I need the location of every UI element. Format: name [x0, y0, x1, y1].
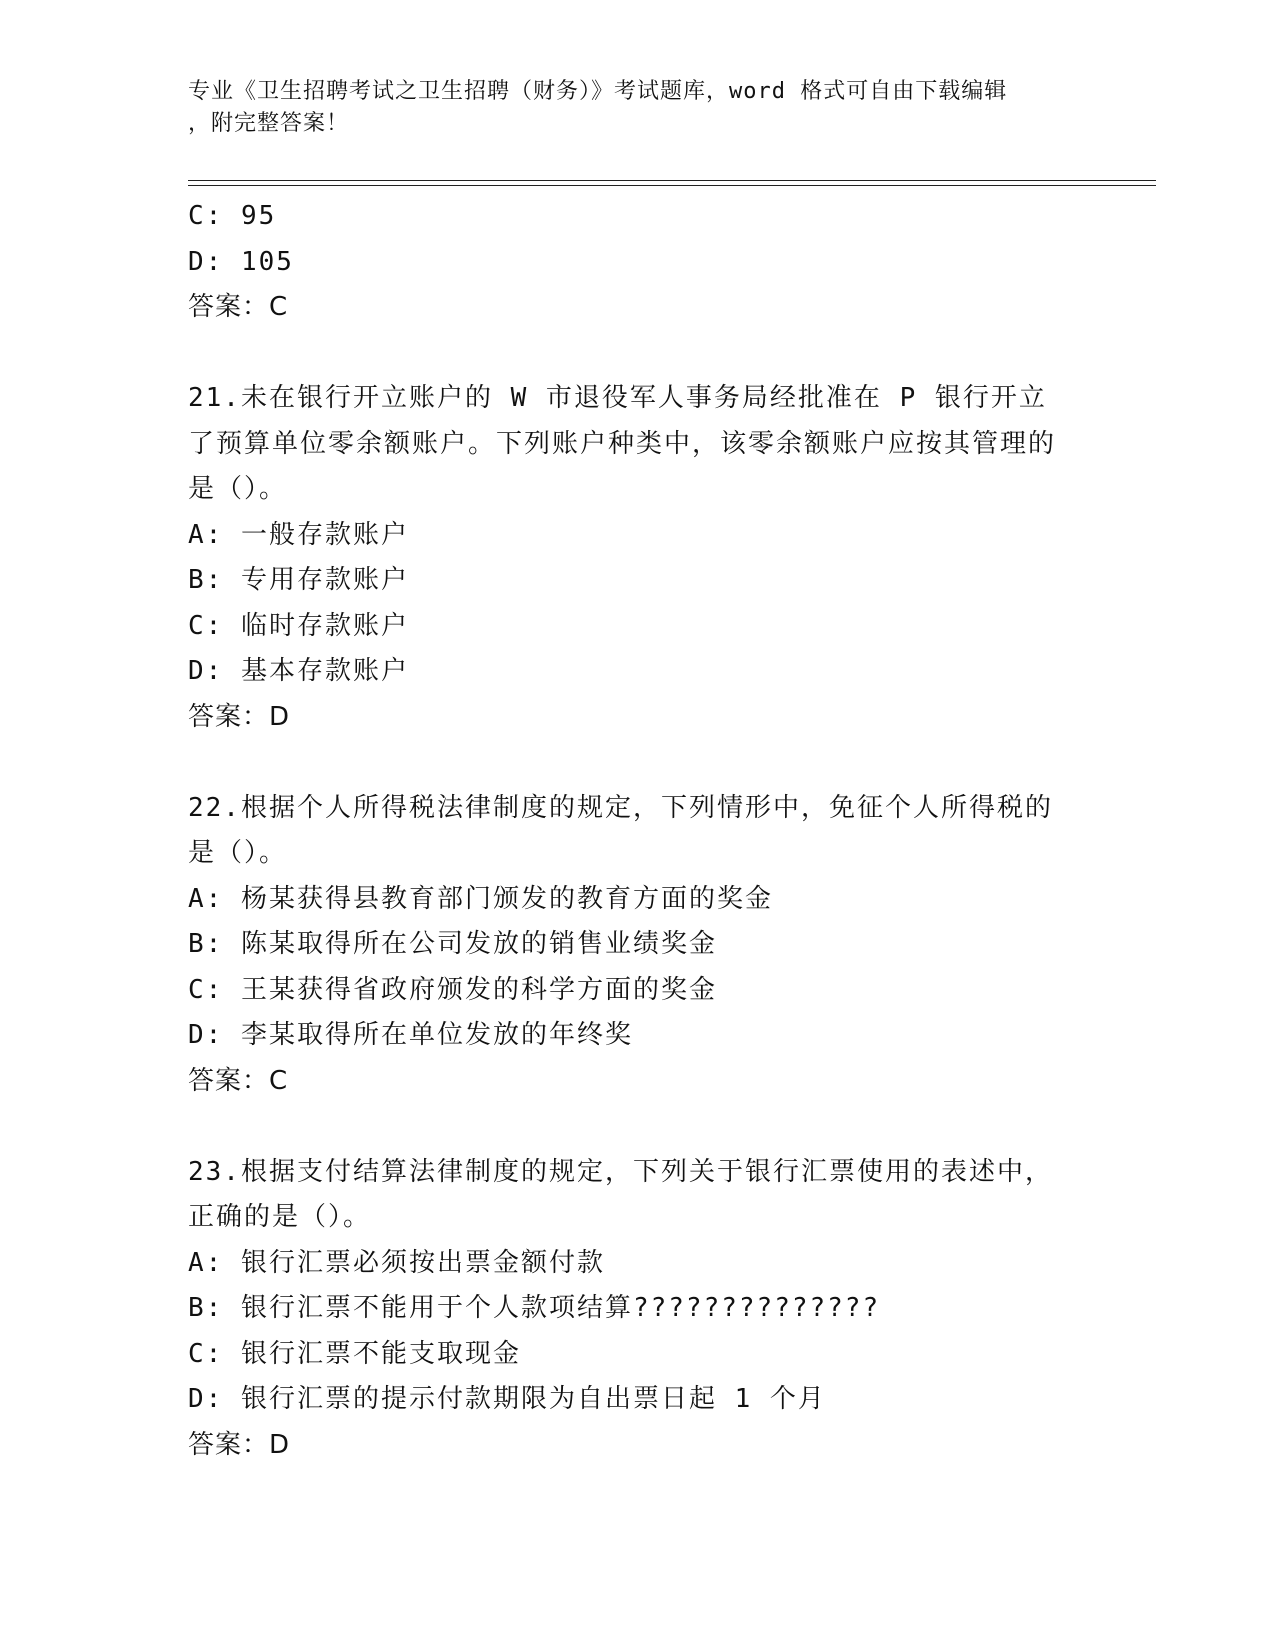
header-rule-top [188, 180, 1156, 181]
option-d: D: 李某取得所在单位发放的年终奖 [188, 1020, 633, 1050]
spacer [188, 331, 1088, 377]
question-stem: 21.未在银行开立账户的 W 市退役军人事务局经批准在 P 银行开立了预算单位零余额账户。下列账户种类中，该零余额账户应按其管理的是（）。 [188, 383, 1057, 504]
header-line-2: ，附完整答案！ [188, 111, 350, 136]
question-stem: 22.根据个人所得税法律制度的规定，下列情形中，免征个人所得税的是（）。 [188, 792, 1053, 868]
document-body [188, 194, 1088, 1468]
option-d: D: 基本存款账户 [188, 656, 409, 686]
option-d: D: 105 [188, 246, 294, 277]
answer-line: 答案：C [188, 292, 289, 322]
answer-line: 答案：C [188, 1065, 289, 1096]
option-c: C: 95 [188, 201, 277, 231]
question-23 [188, 1150, 1088, 1469]
option-b: B: 专用存款账户 [188, 565, 409, 595]
answer-line: 答案：D [188, 701, 291, 732]
document-header [188, 76, 1068, 140]
partial-question [188, 194, 1088, 331]
spacer [188, 740, 1088, 786]
option-a: A: 杨某获得县教育部门颁发的教育方面的奖金 [188, 883, 773, 914]
option-d: D: 银行汇票的提示付款期限为自出票日起 1 个月 [188, 1384, 826, 1414]
option-c: C: 王某获得省政府颁发的科学方面的奖金 [188, 974, 717, 1005]
spacer [188, 1104, 1088, 1150]
header-line-1: 专业《卫生招聘考试之卫生招聘（财务）》考试题库，word 格式可自由下载编辑 [188, 79, 1008, 104]
header-rule-bottom [188, 185, 1156, 186]
question-22 [188, 786, 1088, 1105]
option-b: B: 陈某取得所在公司发放的销售业绩奖金 [188, 929, 717, 959]
question-21 [188, 376, 1088, 740]
option-a: A: 一般存款账户 [188, 519, 409, 550]
question-stem: 23.根据支付结算法律制度的规定，下列关于银行汇票使用的表述中，正确的是（）。 [188, 1156, 1053, 1232]
option-b: B: 银行汇票不能用于个人款项结算?????????????? [188, 1293, 881, 1323]
option-a: A: 银行汇票必须按出票金额付款 [188, 1247, 605, 1278]
answer-line: 答案：D [188, 1429, 291, 1460]
option-c: C: 银行汇票不能支取现金 [188, 1338, 521, 1369]
option-c: C: 临时存款账户 [188, 610, 409, 641]
